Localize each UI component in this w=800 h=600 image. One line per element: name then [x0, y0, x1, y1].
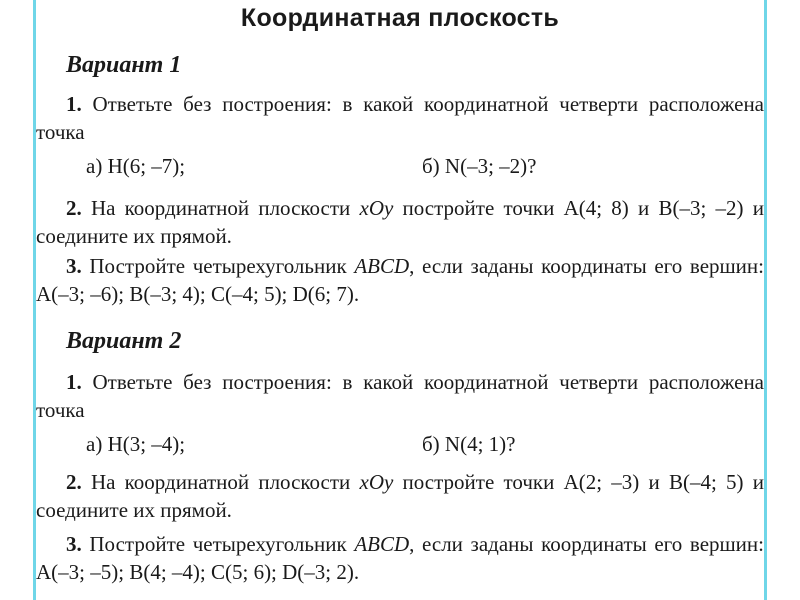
axes-label: xOy: [359, 196, 394, 220]
choice-b: б) N(–3; –2)?: [422, 154, 537, 178]
task-text: постройте точки: [393, 196, 564, 220]
variant-1-heading: Вариант 1: [66, 52, 182, 78]
task-text: и соедините их прямой.: [36, 470, 764, 522]
task-text: Ответьте без построения: в какой координатной четверти расположена точка: [36, 92, 764, 144]
task-text: Постройте четырехугольник: [89, 254, 355, 278]
variant-2-task-1: [36, 368, 764, 424]
task-number: 1.: [66, 370, 82, 394]
task-number: 2.: [66, 470, 82, 494]
right-frame-border: [764, 0, 800, 600]
choice-a: а) Н(3; –4);: [86, 432, 186, 456]
figure-name: ABCD: [354, 254, 410, 278]
task-text: На координатной плоскости: [90, 196, 360, 220]
axes-label: xOy: [359, 470, 394, 494]
worksheet-page: [36, 0, 764, 600]
page-title: Координатная плоскость: [240, 4, 560, 32]
task-number: 2.: [66, 196, 82, 220]
left-frame-border: [0, 0, 36, 600]
choice-b: б) N(4; 1)?: [422, 432, 516, 456]
task-text: и соедините их прямой.: [36, 196, 764, 248]
variant-1-task-2: [36, 194, 764, 250]
variant-2-task-2: [36, 468, 764, 524]
variant-1-task-1: [36, 90, 764, 146]
task-text: Постройте четырехугольник: [89, 532, 355, 556]
points-list: A(–3; –5); B(4; –4); C(5; 6); D(–3; 2).: [36, 560, 360, 584]
choice-a: а) Н(6; –7);: [86, 154, 186, 178]
points-list: A(–3; –6); B(–3; 4); C(–4; 5); D(6; 7).: [36, 282, 360, 306]
variant-1-task-3: [36, 252, 764, 308]
points-list: A(2; –3) и B(–4; 5): [563, 470, 744, 494]
variant-2-task-3: [36, 530, 764, 586]
task-text: На координатной плоскости: [90, 470, 360, 494]
task-number: 1.: [66, 92, 82, 116]
figure-name: ABCD: [354, 532, 410, 556]
points-list: A(4; 8) и B(–3; –2): [563, 196, 744, 220]
variant-2-heading: Вариант 2: [66, 328, 182, 354]
task-number: 3.: [66, 254, 82, 278]
task-text: , если заданы координаты его вершин:: [409, 254, 764, 278]
task-text: , если заданы координаты его вершин:: [409, 532, 764, 556]
task-number: 3.: [66, 532, 82, 556]
task-text: постройте точки: [393, 470, 564, 494]
task-text: Ответьте без построения: в какой координатной четверти расположена точка: [36, 370, 764, 422]
